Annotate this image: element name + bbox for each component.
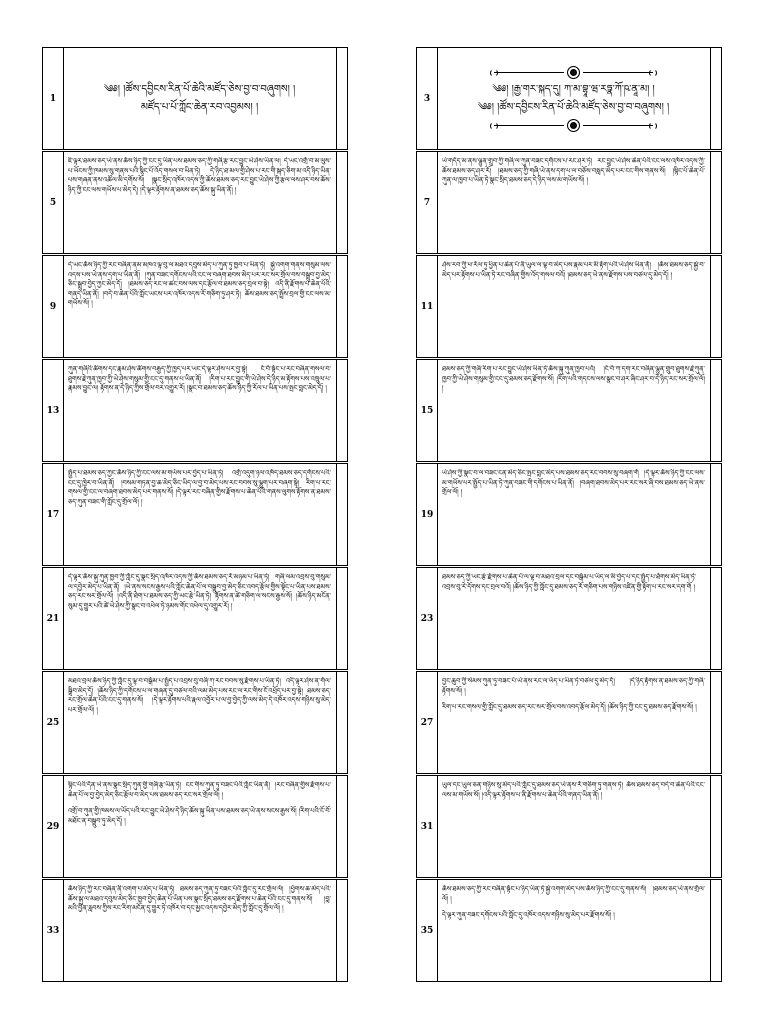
paragraph: ཆོས་ཉིད་ཀྱི་རང་བཞིན་ནི་འགག་པ་མེད་པ་ཡིན་ཏེ། ཐམས་ཅད་ཀུན་ཏུ་བཟང་པོའི་ཀློང་དུ་རང་གྲོལ་ལོ། །ཕྱོགས་ཆ་མེད་པའི་ཆོས་སྐུ་ལ་མཐའ་དབུས་མེད་ཅིང་ཁྱབ་བྱེད་ཆེན་པོ་ཡིན་པས་སྣང་སྲིད་ཐམས་ཅད་རྫོགས་པ་ཆེན་པོའི་ངང་དུ་གནས་སོ། །བླ་མའི་བྱིན་རླབས་ཀྱིས་རང་རིག་མངོན་དུ་གྱུར་ཏེ་འཁོར་བ་དང་མྱང་འདས་དབྱེར་མེད་ཀྱི་ཀློང་དུ་གྲོལ་ལོ། ། bbox=[68, 885, 331, 913]
paragraph: ཐམས་ཅད་ཀྱི་ཡང་རྩེ་རྫོགས་པ་ཆེན་པོ་ལ་ལྟ་བ་མཐའ་བྲལ་དང་བསྒོམ་པ་ཡིད་ལ་མི་བྱེད་པ་དང་སྤྱོད་པ་ཐོགས་མེད་ཡིན་ཏེ་འབྲས་བུ་རེ་དོགས་དང་བྲལ་བའོ། །ཆོས་ཉིད་ཀྱི་ཀློང་དུ་ཐམས་ཅད་རོ་གཅིག་པས་གཉིས་འཛིན་གྱི་རྟོག་པ་རང་སར་དག་གོ ། bbox=[442, 573, 697, 591]
text-block bbox=[442, 573, 705, 664]
page-number: 25 bbox=[43, 672, 64, 773]
margin-cell bbox=[336, 360, 347, 461]
page-card bbox=[42, 359, 348, 462]
paragraph: སྤྱོད་པ་ཐམས་ཅད་ཀྱང་ཆོས་ཉིད་ཀྱི་ངང་ལས་མ་གཡོས་པར་བྱེད་པ་ཡིན་ཏེ། འགྲོ་འདུག་ཉལ་འཁོད་ཐམས་ཅད་དགོངས་པའི་ངང་དུ་ཁྱེར་བ་ཡིན་ནོ། །བསམ་གཏན་བྱ་ཆ་མེད་ཅིང་ཡིད་ལ་བྱ་བ་མེད་པས་རང་བབས་སུ་ལྷུག་པར་བཞག་སྟེ། རིག་པ་རང་གསལ་གྱི་ངང་ལ་བཞག་ཐབས་མེད་པར་གནས་སོ། །དེ་ལྟར་རང་བཞིན་གྱིས་རྫོགས་པ་ཆེན་པོའི་གནས་ལུགས་རྟོགས་ན་ཐམས་ཅད་ཀུན་བཟང་གི་ཀློང་དུ་གྲོལ་ལོ། ། bbox=[68, 469, 331, 506]
text-block bbox=[442, 365, 705, 456]
page-card bbox=[416, 671, 722, 774]
page-number: 27 bbox=[417, 672, 438, 773]
paragraph: བྱང་ཆུབ་ཀྱི་སེམས་ཀུན་ཏུ་བཟང་པོ་ཡེ་ནས་རང་ལ་ཡོད་པ་ཡིན་ཏེ་བཙལ་དུ་མེད་དོ། །དེ་ཉིད་རྟོགས་ན་ཐམས་ཅད་ཀྱི་གཞི་རྟོགས་སོ། ། bbox=[442, 677, 705, 695]
margin-cell bbox=[336, 48, 347, 149]
rose-icon bbox=[567, 119, 580, 132]
paragraph: ཆོས་ཐམས་ཅད་ཀྱི་རང་བཞིན་སྟོང་པ་ཉིད་ཡིན་ཏེ་སྐྱེ་འགག་མེད་པས་ཆོས་ཉིད་ཀྱི་ངང་དུ་གནས་སོ། །ཐམས་ཅད་ཡེ་ནས་གྲོལ་ལོ། ། bbox=[442, 885, 705, 903]
title-block bbox=[442, 48, 705, 149]
flourish-line bbox=[583, 125, 653, 126]
text-block bbox=[68, 261, 331, 352]
page-number: 21 bbox=[43, 568, 64, 669]
text-block bbox=[442, 677, 705, 768]
paragraph: དེ་ལྟར་ཆོས་སྐུ་ཀུན་ཁྱབ་ཀྱི་ཀློང་དུ་སྣང་སྲིད་འཁོར་འདས་ཀྱི་ཆོས་ཐམས་ཅད་རོ་མཉམ་པ་ཡིན་ཏེ། གཞི་ལམ་འབྲས་བུ་གསུམ་ལ་དབྱེར་མེད་པ་ཡིན་ནོ། །ཡེ་ནས་སངས་རྒྱས་པའི་ཀློང་ཆེན་པོ་ལ་བསྒྲུབ་བྱ་མེད་ཅིང་འབད་རྩོལ་གྱིས་སྟོང་པ་ཡིན་པས་ཐམས་ཅད་རང་སར་གྲོལ་ལོ། །འདི་ནི་ཐེག་པ་ཐམས་ཅད་ཀྱི་ཡང་རྩེ་ཡིན་ཏེ། རྟོགས་ན་ཚེ་གཅིག་ལ་སངས་རྒྱས་སོ། །ཆོས་ཉིད་མངོན་སུམ་དུ་གྱུར་པའི་ཚེ་ཡེ་ཤེས་ཀྱི་སྣང་བ་འཕེལ་ཏེ་ཉམས་གོང་འཕེལ་དུ་འགྱུར་རོ། ། bbox=[68, 573, 331, 610]
paragraph: རིག་པ་རང་གསལ་གྱི་ཀློང་དུ་ཐམས་ཅད་རང་སར་གྲོལ་བས་འབད་རྩོལ་མེད་དོ། །ཆོས་ཉིད་ཀྱི་ངང་དུ་ཐམས་ཅད་རྫོགས་སོ། ། bbox=[442, 703, 697, 712]
margin-cell bbox=[336, 672, 347, 773]
page-card bbox=[42, 151, 348, 254]
page-number: 31 bbox=[417, 776, 438, 877]
page-card bbox=[42, 567, 348, 670]
title-line: ༄༅། །ཚོས་དབྱིངས་རིན་པོ་ཆེའི་མཛོད་ཅེས་བྱ་བ་བཞུགས། ། bbox=[477, 101, 670, 113]
page-number: 15 bbox=[417, 360, 438, 461]
margin-cell bbox=[710, 360, 721, 461]
page-number: 17 bbox=[43, 464, 64, 565]
page-card bbox=[42, 879, 348, 982]
page-card bbox=[42, 463, 348, 566]
page-card bbox=[42, 775, 348, 878]
paragraph: མཐའ་བྲལ་ཆོས་ཉིད་ཀྱི་ཀློང་དུ་ལྟ་བ་བསྒོམ་པ་སྤྱོད་པ་འབྲས་བུ་བཞི་ཀ་རང་བབས་སུ་རྫོགས་པ་ཡིན་ཏེ། འདི་ལྟར་ཤེས་ན་གོལ་སྒྲིབ་མེད་དོ། །ཆོས་ཉིད་ཀྱི་དགོངས་པ་ལ་གཞན་དུ་བཙལ་བའི་ལམ་མེད་པས་རང་ལ་རང་གིས་ངོ་འཕྲོད་པར་བྱ་སྟེ། ཐམས་ཅད་རང་གྲོལ་ཆེན་པོའི་ངང་དུ་གནས་སོ། །དེ་ལྟར་རྟོགས་པའི་རྣལ་འབྱོར་པ་ལ་བྱ་བྱེད་ཀྱི་ལས་མེད་དེ་འཁོར་འདས་གཉིས་སུ་མེད་པར་གྲོལ་ལོ། ། bbox=[68, 677, 331, 714]
paragraph: དེ་ལྟར་ཀུན་བཟང་དགོངས་པའི་ཀློང་དུ་འཁོར་འདས་གཉིས་སུ་མེད་པར་རྫོགས་སོ། ། bbox=[442, 911, 615, 920]
text-block bbox=[68, 885, 331, 976]
text-block bbox=[442, 157, 705, 248]
margin-cell bbox=[336, 256, 347, 357]
text-block bbox=[442, 469, 705, 560]
margin-cell bbox=[710, 48, 721, 149]
page-card bbox=[416, 359, 722, 462]
page-number: 7 bbox=[417, 152, 438, 253]
page-card bbox=[416, 255, 722, 358]
paragraph: ཀུན་གཞིའི་ཚོགས་དང་རྣམ་ཤེས་ཚོགས་བརྒྱད་ཀྱི་ཁྱད་པར་ཡང་དེ་ལྟར་ཤེས་པར་བྱ་སྟེ། ངོ་བོ་སྟོང་པ་རང་བཞིན་གསལ་བ་ཐུགས་རྗེ་ཀུན་ཁྱབ་ཀྱི་ཡེ་ཤེས་གསུམ་གྱི་ངང་དུ་གནས་པ་ཡིན་ནོ། །རིག་པ་རང་བྱུང་གི་ཡེ་ཤེས་དེ་ཉིད་མ་རྟོགས་པས་འཁྲུལ་པ་རྣམས་བྱུང་ལ། རྟོགས་ན་དེ་ཉིད་ཀྱིས་གྲོལ་བར་འགྱུར་རོ། །སྣང་བ་ཐམས་ཅད་ཆོས་ཉིད་ཀྱི་རོལ་པ་ཡིན་པས་སྤང་བླང་མེད་དོ། ། bbox=[68, 365, 331, 393]
paragraph: ཡེ་ཤེས་ཀྱི་སྣང་བ་ལ་བཟང་ངན་མེད་ཅིང་སྤང་བླང་མེད་པས་ཐམས་ཅད་རང་བབས་སུ་བཞག་གོ །དེ་ལྟར་ཆོས་ཉིད་ཀྱི་ངང་ལས་མ་གཡོས་པར་སྤྱོད་པ་ཡིན་ཏེ་ཀུན་བཟང་གི་དགོངས་པ་ཡིན་ནོ། །བཞག་ཐབས་མེད་པར་རང་སར་ཞི་བས་ཐམས་ཅད་ཡེ་ནས་གྲོལ་ལོ། ། bbox=[442, 469, 705, 497]
text-block bbox=[68, 157, 331, 248]
page-number: 9 bbox=[43, 256, 64, 357]
margin-cell bbox=[336, 152, 347, 253]
left-column bbox=[42, 47, 348, 982]
paragraph: འགྲོ་བ་ཀུན་གྱི་ཁམས་ལ་ཡོད་པའི་རང་བྱུང་ཡེ་ཤེས་དེ་ཉིད་ཆོས་སྐུ་ཡིན་པས་ཐམས་ཅད་ཡེ་ནས་སངས་རྒྱས་སོ། །རིག་པའི་ངོ་བོ་མཐོང་ན་བསྒྲུབ་ཏུ་མེད་དོ། ། bbox=[68, 807, 331, 825]
title-block bbox=[68, 48, 331, 149]
ornament-divider bbox=[494, 119, 653, 132]
margin-cell bbox=[710, 464, 721, 565]
page-number: 3 bbox=[417, 48, 438, 149]
paragraph: ཡེ་གདོད་མ་ནས་ལྷུན་གྲུབ་ཀྱི་གཞི་ལ་ཀུན་བཟང་དགོངས་པ་རང་ཤར་ཏེ། རང་བྱུང་ཡེ་ཤེས་ཆེན་པོའི་ངང་ལས་འཁོར་འདས་ཀྱི་ཆོས་ཐམས་ཅད་ཤར་རོ། །ཐམས་ཅད་ཀྱི་གཞི་ཡེ་ནས་དག་པ་ལ་བཅོས་བསླད་མེད་པར་ངང་གིས་གནས་སོ། །སྙིང་པོ་ཆེན་པོ་ཀུན་ལ་ཁྱབ་པ་ཡིན་ཏེ་སྣང་སྲིད་ཐམས་ཅད་དེ་ཉིད་ལས་མ་གཡོས་སོ། ། bbox=[442, 157, 705, 185]
page-number: 19 bbox=[417, 464, 438, 565]
title-line: ༄༅། །ཚོས་དབྱིངས་རིན་པོ་ཆེའི་མཛོད་ཅེས་བྱ་བ་བཞུགས། ། bbox=[103, 83, 296, 95]
text-block bbox=[68, 677, 331, 768]
flourish-line bbox=[494, 125, 564, 126]
page-card bbox=[42, 671, 348, 774]
margin-cell bbox=[710, 256, 721, 357]
page-number: 23 bbox=[417, 568, 438, 669]
page-card bbox=[416, 775, 722, 878]
paragraph: ཐམས་ཅད་ཀྱི་གཞི་རིག་པ་རང་བྱུང་ཡེ་ཤེས་ཡིན་ཏེ་ཆོས་སྐུ་ཀུན་ཁྱབ་པའོ། །ངོ་བོ་ཀ་དག་རང་བཞིན་ལྷུན་གྲུབ་ཐུགས་རྗེ་ཀུན་ཁྱབ་ཀྱི་ཡེ་ཤེས་གསུམ་གྱི་ངང་དུ་ཐམས་ཅད་རྫོགས་སོ། །རིག་པའི་གདངས་ལས་སྣང་བ་ཤར་ཞིང་ཤར་བ་དེ་ཉིད་རང་སར་གྲོལ་ལོ། ། bbox=[442, 365, 705, 393]
page-number: 35 bbox=[417, 880, 438, 981]
text-block bbox=[68, 781, 331, 872]
page-number: 5 bbox=[43, 152, 64, 253]
page-card bbox=[416, 47, 722, 150]
title-line: ༄༅། །རྒྱ་གར་སྐད་དུ། ཀ་མ་བྷཱ་ཝ་རཏྣ་ཀོ་ཥ་ནཱ་མ། ། bbox=[492, 83, 655, 95]
page-card bbox=[416, 879, 722, 982]
page-number: 13 bbox=[43, 360, 64, 461]
page-number: 11 bbox=[417, 256, 438, 357]
paragraph: དེ་ཡང་ཆོས་ཉིད་ཀྱི་རང་བཞིན་ནམ་མཁའ་ལྟ་བུ་ལ་མཐའ་དབུས་མེད་པ་ཀུན་ཏུ་ཁྱབ་པ་ཡིན་ཏེ། སྐྱེ་འགག་གནས་གསུམ་ལས་འདས་པས་ཡེ་ནས་དག་པ་ཡིན་ནོ། །ཀུན་བཟང་དགོངས་པའི་ངང་ལ་བཞག་ཐབས་མེད་པར་རང་སར་གྲོལ་བས་བསྒྲུབ་བྱ་མེད་ཅིང་སྒྲུབ་བྱེད་ཀྱང་མེད་དོ། །ཐམས་ཅད་རང་ལ་ཚང་བས་ལས་དང་རྩོལ་བ་ཐམས་ཅད་བྲལ་བ་སྟེ། འདི་ནི་རྫོགས་པ་ཆེན་པོའི་གནད་ཡིན་ནོ། །བདེ་བ་ཆེན་པོའི་ཀློང་ཡངས་པར་འཁོར་འདས་རོ་གཅིག་ཏུ་ཤར་ཏེ། ཆོས་ཐམས་ཅད་སྤྲོས་བྲལ་གྱི་ངང་ལས་མ་གཡོས་སོ། ། bbox=[68, 261, 331, 308]
page-card bbox=[42, 47, 348, 150]
margin-cell bbox=[336, 880, 347, 981]
page-card bbox=[416, 463, 722, 566]
page-number: 33 bbox=[43, 880, 64, 981]
page-number: 29 bbox=[43, 776, 64, 877]
paragraph: ཇི་ལྟར་ཐམས་ཅད་ཡེ་ནས་ཆོས་ཉིད་ཀྱི་ངང་དུ་ཡིན་པས་ཐམས་ཅད་ཀྱི་གཞི་རྩ་རང་བྱུང་ཡེ་ཤེས་ཡིན་ལ། དེ་ཡང་འགྲོ་བ་མ་ལུས་པ་ཡོངས་ཀྱི་ཁམས་སུ་གནས་པའི་སྙིང་པོ་འོད་གསལ་བ་ཡིན་ཏེ། དེ་ཉིད་ཐ་མལ་གྱི་ཤེས་པ་རང་གི་སྐད་ཅིག་མ་འདི་ཉིད་ཡིན་པས་གཞན་ནས་འཚོལ་མི་དགོས་སོ། །སྣང་སྲིད་འཁོར་འདས་ཀྱི་ཆོས་ཐམས་ཅད་རང་བྱུང་ཡེ་ཤེས་ཀྱི་རྩལ་ལས་ཤར་བས་ཆོས་ཉིད་ཀྱི་ངང་ལས་གཡོས་པ་མེད་དེ། །དེ་ལྟར་རྟོགས་ན་ཐམས་ཅད་ཆོས་སྐུ་ཡིན་ནོ། ། bbox=[68, 157, 331, 194]
text-block bbox=[442, 781, 705, 872]
margin-cell bbox=[710, 880, 721, 981]
margin-cell bbox=[336, 464, 347, 565]
margin-cell bbox=[710, 776, 721, 877]
margin-cell bbox=[710, 672, 721, 773]
page-card bbox=[416, 151, 722, 254]
right-column bbox=[416, 47, 722, 982]
text-block bbox=[68, 573, 331, 664]
flourish-line bbox=[583, 72, 653, 73]
rose-icon bbox=[567, 66, 580, 79]
page-number: 1 bbox=[43, 48, 64, 149]
title-line: མཛོད་པ་པོ་ཀློང་ཆེན་རབ་འབྱམས། ། bbox=[140, 101, 259, 113]
paragraph: སྙིང་པོའི་དོན་ཡེ་ནས་སྣང་སྲིད་ཀུན་གྱི་གཞི་རྩ་ཡིན་ཏེ། ངང་གིས་ཀུན་ཏུ་བཟང་པོའི་ཀློང་ཡིན་ནོ། །རང་བཞིན་གྱིས་རྫོགས་པ་ཆེན་པོ་ལ་བྱ་བྱེད་མེད་ཅིང་རྩོལ་བ་མེད་པས་ཐམས་ཅད་རང་སར་གྲོལ་ལོ། ། bbox=[68, 781, 331, 799]
margin-cell bbox=[710, 568, 721, 669]
text-block bbox=[68, 365, 331, 456]
paragraph: ཡུལ་དང་ཡུལ་ཅན་གཉིས་སུ་མེད་པའི་ཀློང་དུ་ཐམས་ཅད་ཡེ་ནས་རོ་གཅིག་ཏུ་གནས་ཏེ། ཆོས་ཐམས་ཅད་བདེ་བ་ཆེན་པོའི་ངང་ལས་མ་གཡོས་སོ། །འདི་ལྟར་རྟོགས་པ་ནི་རྫོགས་པ་ཆེན་པོའི་གནད་ཡིན་ནོ། ། bbox=[442, 781, 705, 799]
page-card bbox=[42, 255, 348, 358]
ornament-divider bbox=[494, 66, 653, 79]
text-block bbox=[68, 469, 331, 560]
paragraph: ཤེས་རབ་ཀྱི་ཕ་རོལ་ཏུ་ཕྱིན་པ་ཆེན་པོ་ནི་ཡུལ་ལ་ལྟ་བ་མེད་པས་རྣམ་པར་མི་རྟོག་པའི་ཡེ་ཤེས་ཡིན་ནོ། །ཆོས་ཐམས་ཅད་སྐྱེ་བ་མེད་པར་རྟོགས་པ་ཡིན་ཏེ་རང་བཞིན་གྱིས་འོད་གསལ་བའོ། །ཐམས་ཅད་ཡེ་ནས་རྫོགས་པས་བཙལ་དུ་མེད་དོ། ། bbox=[442, 261, 705, 279]
text-block bbox=[442, 885, 705, 976]
flourish-line bbox=[494, 72, 564, 73]
text-block bbox=[442, 261, 705, 352]
margin-cell bbox=[336, 776, 347, 877]
margin-cell bbox=[336, 568, 347, 669]
margin-cell bbox=[710, 152, 721, 253]
page-card bbox=[416, 567, 722, 670]
